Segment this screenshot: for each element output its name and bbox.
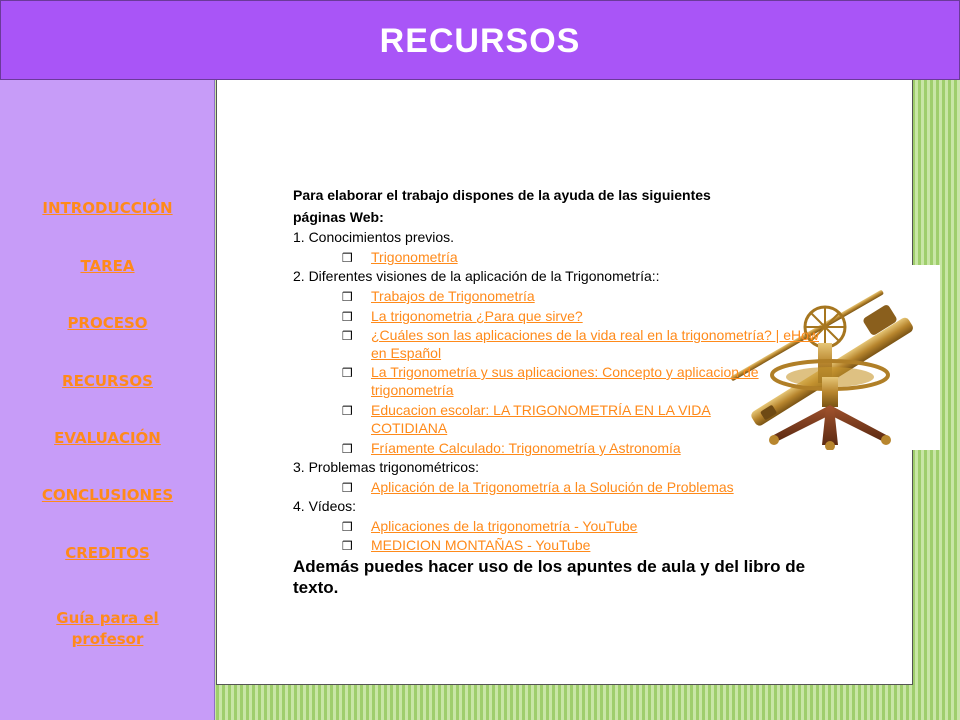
link-para-que-sirve[interactable]: La trigonometria ¿Para que sirve? [371,308,583,324]
sidebar-link-tarea[interactable]: TAREA [80,257,135,275]
link-friamente-calculado[interactable]: Fríamente Calculado: Trigonometría y Astronomía [371,440,681,456]
link-trigonometria[interactable]: Trigonometría [371,249,458,265]
link-trabajos-trigonometria[interactable]: Trabajos de Trigonometría [371,288,535,304]
sidebar-link-creditos[interactable]: CREDITOS [65,544,150,562]
final-note: Además puedes hacer uso de los apuntes de aula y del libro de texto. [293,557,806,597]
checkbox-bullet-icon: ❒ [342,520,353,534]
intro-text-line2: páginas Web: [293,209,384,225]
link-trigonometria-aplicaciones[interactable]: La Trigonometría y sus aplicaciones: Concepto y aplicacion de trigonometría [371,364,759,398]
checkbox-bullet-icon: ❒ [342,290,353,304]
link-youtube-montanas[interactable]: MEDICION MONTAÑAS - YouTube [371,537,591,553]
section-title-2: 2. Diferentes visiones de la aplicación de la Trigonometría:: [293,268,660,284]
checkbox-bullet-icon: ❒ [342,310,353,324]
link-solucion-problemas[interactable]: Aplicación de la Trigonometría a la Solución de Problemas [371,479,734,495]
checkbox-bullet-icon: ❒ [342,404,353,418]
checkbox-bullet-icon: ❒ [342,251,353,265]
sidebar-link-recursos[interactable]: RECURSOS [62,372,153,390]
sidebar-nav [0,80,215,720]
page-header [0,0,960,80]
sidebar-link-introduccion[interactable]: INTRODUCCIÓN [42,199,173,217]
link-educacion-escolar[interactable]: Educacion escolar: LA TRIGONOMETRÍA EN LA VIDA COTIDIANA [371,402,711,436]
checkbox-bullet-icon: ❒ [342,481,353,495]
sidebar-link-evaluacion[interactable]: EVALUACIÓN [54,429,161,447]
link-aplicaciones-vida-real[interactable]: ¿Cuáles son las aplicaciones de la vida real en la trigonometría? | eHow en Español [371,327,819,361]
section-title-1: 1. Conocimientos previos. [293,229,455,245]
section-title-4: 4. Vídeos: [293,498,357,514]
checkbox-bullet-icon: ❒ [342,366,353,380]
intro-text-line1: Para elaborar el trabajo dispones de la ayuda de las siguientes [293,187,711,203]
sidebar-link-proceso[interactable]: PROCESO [67,314,148,332]
page-title: RECURSOS [379,21,581,60]
link-youtube-aplicaciones[interactable]: Aplicaciones de la trigonometría - YouTube [371,518,638,534]
sidebar-link-conclusiones[interactable]: CONCLUSIONES [41,486,174,504]
checkbox-bullet-icon: ❒ [342,329,353,343]
section-title-3: 3. Problemas trigonométricos: [293,459,479,475]
sidebar-link-guia-profesor[interactable]: Guía para el profesor [56,609,159,648]
checkbox-bullet-icon: ❒ [342,442,353,456]
checkbox-bullet-icon: ❒ [342,539,353,553]
